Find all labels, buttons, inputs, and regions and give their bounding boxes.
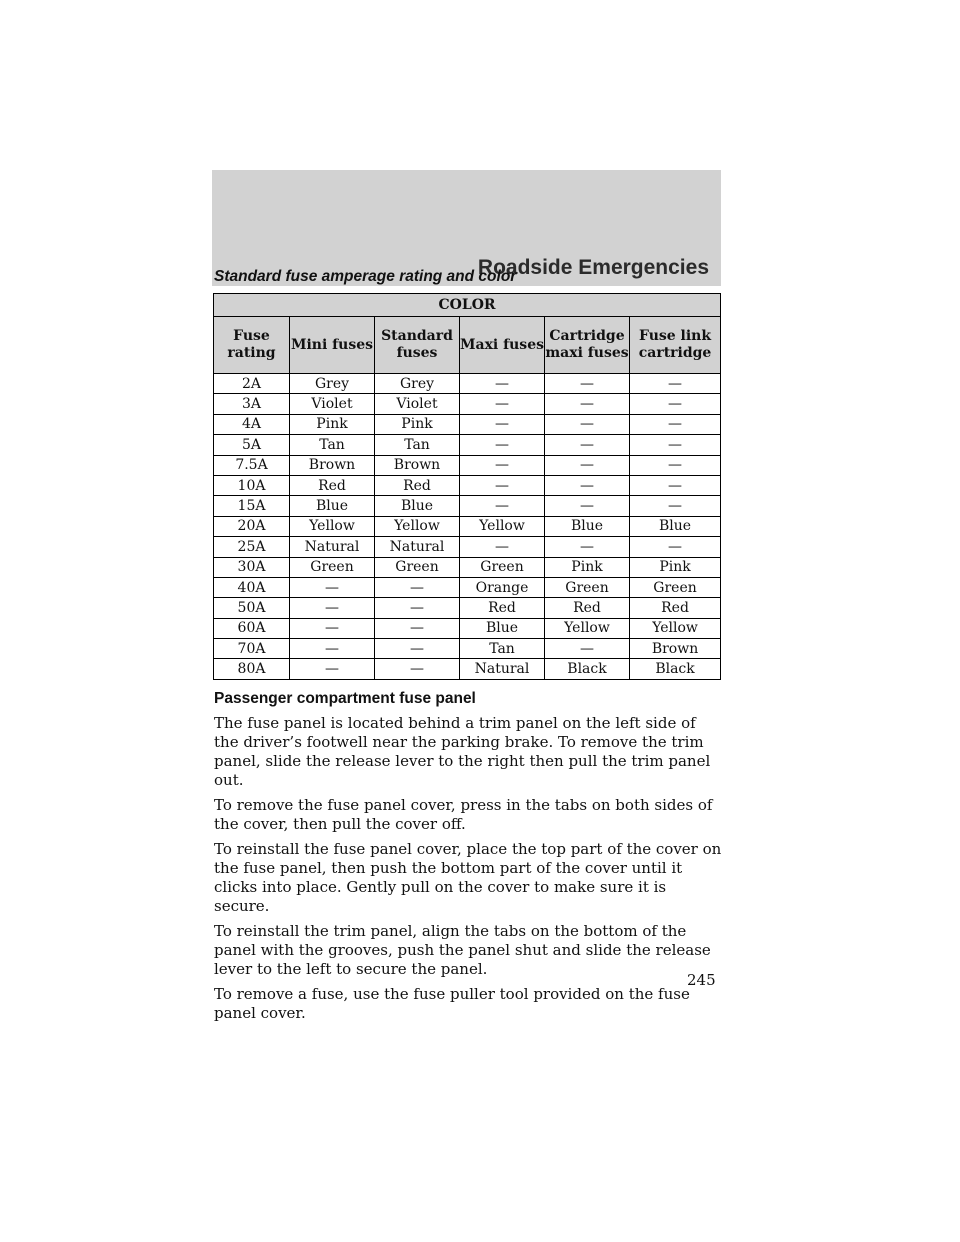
table-cell: — bbox=[460, 435, 545, 455]
table-cell: Red bbox=[545, 598, 630, 618]
table-cell: Natural bbox=[460, 659, 545, 679]
paragraph-list bbox=[214, 714, 724, 1023]
table-cell: Green bbox=[290, 557, 375, 577]
paragraph: To reinstall the fuse panel cover, place the top part of the cover on the fuse panel, then push the bottom part of the cover until it clicks into place. Gently pull on the cover to make sure it is secure. bbox=[214, 840, 722, 915]
table-cell: — bbox=[290, 639, 375, 659]
column-header-row bbox=[214, 317, 721, 374]
table-row bbox=[214, 659, 721, 679]
paragraph: To reinstall the trim panel, align the tabs on the bottom of the panel with the grooves, push the panel shut and slide the release lever to the left to secure the panel. bbox=[214, 922, 711, 978]
table-cell: 10A bbox=[214, 475, 290, 495]
table-cell: Green bbox=[375, 557, 460, 577]
table-cell: Yellow bbox=[375, 516, 460, 536]
page-number: 245 bbox=[687, 971, 716, 989]
table-cell: — bbox=[460, 394, 545, 414]
table-cell: 50A bbox=[214, 598, 290, 618]
table-cell: Grey bbox=[290, 374, 375, 394]
table-cell: Violet bbox=[375, 394, 460, 414]
table-cell: — bbox=[460, 374, 545, 394]
table-cell: 25A bbox=[214, 537, 290, 557]
table-cell: Orange bbox=[460, 577, 545, 597]
table-row bbox=[214, 557, 721, 577]
table-cell: Green bbox=[460, 557, 545, 577]
table-row bbox=[214, 394, 721, 414]
table-row bbox=[214, 435, 721, 455]
table-cell: Blue bbox=[375, 496, 460, 516]
table-cell: — bbox=[460, 496, 545, 516]
paragraph: The fuse panel is located behind a trim panel on the left side of the driver’s footwell near the parking brake. To remove the trim panel, slide the release lever to the right then pull the trim panel out. bbox=[214, 714, 711, 789]
table-cell: — bbox=[545, 374, 630, 394]
table-cell: Pink bbox=[290, 414, 375, 434]
table-cell: — bbox=[630, 475, 721, 495]
column-header: Mini fuses bbox=[290, 317, 375, 374]
table-cell: Black bbox=[630, 659, 721, 679]
column-header: Fuse link cartridge bbox=[630, 317, 721, 374]
table-cell: 5A bbox=[214, 435, 290, 455]
table-cell: — bbox=[545, 639, 630, 659]
table-cell: 4A bbox=[214, 414, 290, 434]
table-cell: — bbox=[545, 394, 630, 414]
table-cell: Grey bbox=[375, 374, 460, 394]
table-cell: 30A bbox=[214, 557, 290, 577]
fuse-color-table bbox=[213, 293, 721, 680]
table-cell: 2A bbox=[214, 374, 290, 394]
table-cell: Green bbox=[545, 577, 630, 597]
table-cell: Yellow bbox=[460, 516, 545, 536]
table-cell: Blue bbox=[290, 496, 375, 516]
table-cell: — bbox=[630, 374, 721, 394]
paragraph: To remove the fuse panel cover, press in the tabs on both sides of the cover, then pull the cover off. bbox=[214, 796, 713, 833]
table-cell: — bbox=[375, 577, 460, 597]
table-cell: 15A bbox=[214, 496, 290, 516]
table-cell: — bbox=[630, 394, 721, 414]
table-cell: — bbox=[460, 475, 545, 495]
table-cell: — bbox=[545, 455, 630, 475]
table-cell: 80A bbox=[214, 659, 290, 679]
column-header: Maxi fuses bbox=[460, 317, 545, 374]
table-cell: Violet bbox=[290, 394, 375, 414]
table-row bbox=[214, 475, 721, 495]
column-header: Standard fuses bbox=[375, 317, 460, 374]
fuse-table-body bbox=[214, 374, 721, 680]
table-row bbox=[214, 374, 721, 394]
table-cell: — bbox=[545, 475, 630, 495]
table-cell: — bbox=[460, 537, 545, 557]
table-cell: Pink bbox=[375, 414, 460, 434]
table-cell: — bbox=[290, 618, 375, 638]
column-header: Cartridge maxi fuses bbox=[545, 317, 630, 374]
table-cell: Yellow bbox=[545, 618, 630, 638]
table-cell: — bbox=[375, 639, 460, 659]
table-cell: Red bbox=[375, 475, 460, 495]
table-cell: — bbox=[375, 618, 460, 638]
table-cell: — bbox=[630, 537, 721, 557]
table-row bbox=[214, 598, 721, 618]
table-row bbox=[214, 516, 721, 536]
table-row bbox=[214, 537, 721, 557]
color-group-header: COLOR bbox=[214, 294, 721, 317]
table-row bbox=[214, 414, 721, 434]
section-title: Roadside Emergencies bbox=[477, 256, 709, 279]
table-cell: — bbox=[545, 496, 630, 516]
table-cell: — bbox=[290, 577, 375, 597]
table-cell: 70A bbox=[214, 639, 290, 659]
table-cell: 7.5A bbox=[214, 455, 290, 475]
table-cell: Brown bbox=[375, 455, 460, 475]
table-caption: Standard fuse amperage rating and color bbox=[214, 268, 517, 285]
table-cell: 3A bbox=[214, 394, 290, 414]
column-header: Fuse rating bbox=[214, 317, 290, 374]
table-cell: Brown bbox=[290, 455, 375, 475]
table-cell: Pink bbox=[630, 557, 721, 577]
table-cell: Natural bbox=[375, 537, 460, 557]
table-cell: Yellow bbox=[630, 618, 721, 638]
table-row bbox=[214, 618, 721, 638]
table-cell: — bbox=[290, 598, 375, 618]
table-cell: 40A bbox=[214, 577, 290, 597]
table-cell: 60A bbox=[214, 618, 290, 638]
table-cell: Red bbox=[460, 598, 545, 618]
table-cell: Blue bbox=[545, 516, 630, 536]
table-cell: — bbox=[375, 659, 460, 679]
body-text bbox=[214, 690, 724, 1029]
table-cell: Natural bbox=[290, 537, 375, 557]
table-cell: Tan bbox=[460, 639, 545, 659]
table-cell: Red bbox=[630, 598, 721, 618]
table-cell: Blue bbox=[460, 618, 545, 638]
table-row bbox=[214, 639, 721, 659]
table-row bbox=[214, 496, 721, 516]
table-cell: Red bbox=[290, 475, 375, 495]
table-cell: — bbox=[545, 537, 630, 557]
table-cell: — bbox=[630, 496, 721, 516]
table-row bbox=[214, 577, 721, 597]
table-cell: — bbox=[460, 455, 545, 475]
table-cell: — bbox=[460, 414, 545, 434]
paragraph: To remove a fuse, use the fuse puller tool provided on the fuse panel cover. bbox=[214, 985, 690, 1022]
table-cell: — bbox=[630, 455, 721, 475]
table-cell: Brown bbox=[630, 639, 721, 659]
table-cell: Blue bbox=[630, 516, 721, 536]
table-cell: Black bbox=[545, 659, 630, 679]
table-row bbox=[214, 455, 721, 475]
subheading: Passenger compartment fuse panel bbox=[214, 690, 476, 707]
table-cell: Green bbox=[630, 577, 721, 597]
table-cell: Tan bbox=[290, 435, 375, 455]
table-cell: — bbox=[375, 598, 460, 618]
table-cell: 20A bbox=[214, 516, 290, 536]
table-cell: Pink bbox=[545, 557, 630, 577]
table-cell: — bbox=[545, 414, 630, 434]
table-cell: Tan bbox=[375, 435, 460, 455]
table-cell: Yellow bbox=[290, 516, 375, 536]
table-cell: — bbox=[545, 435, 630, 455]
table-cell: — bbox=[290, 659, 375, 679]
table-cell: — bbox=[630, 414, 721, 434]
table-cell: — bbox=[630, 435, 721, 455]
